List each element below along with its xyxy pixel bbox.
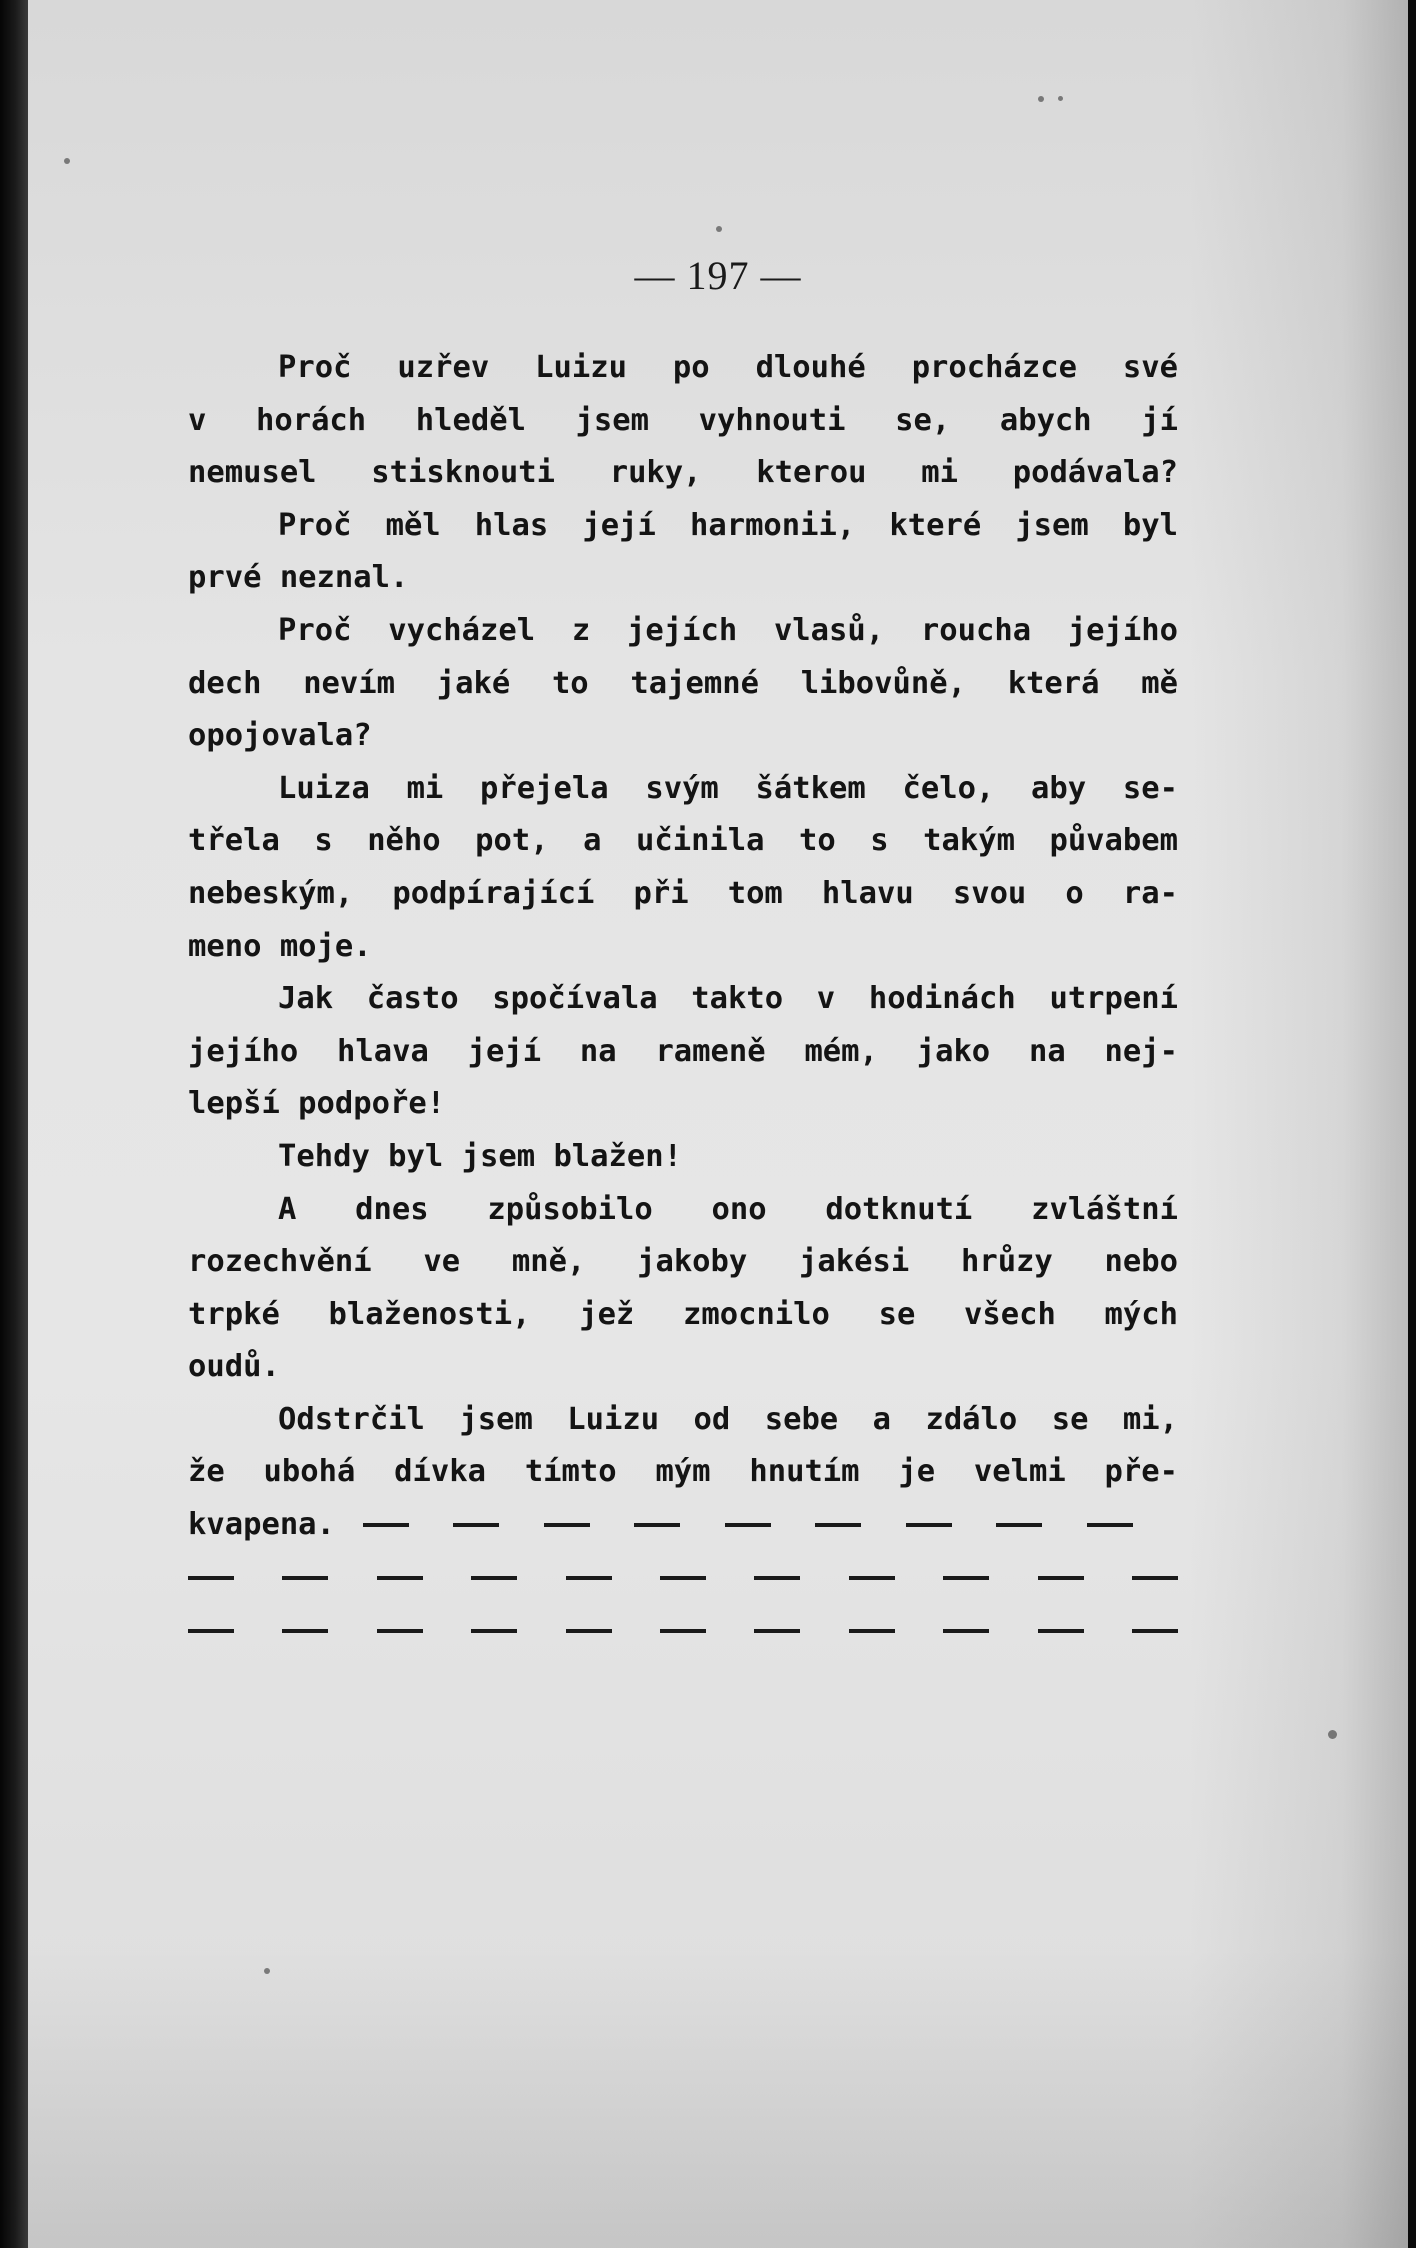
dash-mark <box>282 1576 328 1580</box>
dash-mark <box>471 1629 517 1633</box>
scan-left-border <box>0 0 28 2248</box>
closing-line <box>188 1499 1178 1552</box>
dash-mark <box>377 1576 423 1580</box>
dash-mark <box>906 1523 952 1527</box>
dash-mark <box>188 1576 234 1580</box>
dash-mark <box>1038 1629 1084 1633</box>
dash-mark <box>1087 1523 1133 1527</box>
text-line: že ubohá dívka tímto mým hnutím je velmi pře- <box>188 1454 1178 1490</box>
text-line: Jak často spočívala takto v hodinách utrpení <box>278 981 1178 1017</box>
dash-mark <box>849 1576 895 1580</box>
text-line: lepší podpoře! <box>188 1086 446 1122</box>
body-text <box>188 342 1178 1657</box>
dash-mark <box>1132 1576 1178 1580</box>
dash-mark <box>188 1629 234 1633</box>
text-line: Proč uzřev Luizu po dlouhé procházce své <box>278 350 1178 385</box>
text-line: meno moje. <box>188 928 372 964</box>
text-line: rozechvění ve mně, jakoby jakési hrůzy nebo <box>188 1244 1178 1280</box>
dash-mark <box>377 1629 423 1633</box>
text-line: prvé neznal. <box>188 560 409 596</box>
dash-mark <box>544 1523 590 1527</box>
text-line: dech nevím jaké to tajemné libovůně, která mě <box>188 665 1178 701</box>
text-line: Tehdy byl jsem blažen! <box>278 1138 682 1174</box>
text-line: třela s něho pot, a učinila to s takým půvabem <box>188 823 1178 859</box>
dash-mark <box>1132 1629 1178 1633</box>
dash-row <box>188 1604 1178 1657</box>
text-line: jejího hlava její na rameně mém, jako na nej- <box>188 1033 1178 1069</box>
dash-mark <box>996 1523 1042 1527</box>
text-line: trpké blaženosti, jež zmocnilo se všech mých <box>188 1296 1178 1332</box>
dash-mark <box>634 1523 680 1527</box>
dash-mark <box>943 1576 989 1580</box>
scan-speck <box>1038 96 1044 102</box>
dash-leader <box>363 1523 1133 1527</box>
page-number: — 197 — <box>634 253 802 298</box>
text-line: A dnes způsobilo ono dotknutí zvláštní <box>278 1191 1178 1227</box>
dash-mark <box>660 1576 706 1580</box>
dash-mark <box>363 1523 409 1527</box>
dash-row <box>188 1552 1178 1605</box>
scan-speck <box>1058 96 1063 101</box>
text-line: nebeským, podpírající při tom hlavu svou o ra- <box>188 875 1178 911</box>
text-line: kvapena. <box>188 1507 335 1543</box>
dash-mark <box>815 1523 861 1527</box>
dash-mark <box>1038 1576 1084 1580</box>
dash-mark <box>849 1629 895 1633</box>
dash-mark <box>453 1523 499 1527</box>
scan-speck <box>264 1968 270 1974</box>
scan-speck <box>64 158 70 164</box>
text-line: Proč měl hlas její harmonii, které jsem byl <box>278 507 1178 543</box>
scan-speck <box>716 226 722 232</box>
text-line: oudů. <box>188 1349 280 1385</box>
dash-mark <box>754 1576 800 1580</box>
dash-mark <box>754 1629 800 1633</box>
text-line: Odstrčil jsem Luizu od sebe a zdálo se mi, <box>278 1401 1178 1437</box>
dash-mark <box>725 1523 771 1527</box>
text-line: nemusel stisknouti ruky, kterou mi podávala? <box>188 455 1178 491</box>
dash-mark <box>282 1629 328 1633</box>
book-page <box>28 0 1408 2248</box>
page-shading <box>1188 0 1408 2248</box>
text-line: Luiza mi přejela svým šátkem čelo, aby se- <box>278 770 1178 806</box>
dash-mark <box>471 1576 517 1580</box>
page-shading-bottom <box>28 1948 1408 2248</box>
text-line: Proč vycházel z jejích vlasů, roucha jejího <box>278 612 1178 648</box>
scan-speck <box>1328 1730 1337 1739</box>
text-line: v horách hleděl jsem vyhnouti se, abych jí <box>188 402 1178 438</box>
dash-mark <box>566 1629 612 1633</box>
text-line: opojovala? <box>188 718 372 754</box>
dash-mark <box>566 1576 612 1580</box>
dash-mark <box>943 1629 989 1633</box>
dash-mark <box>660 1629 706 1633</box>
